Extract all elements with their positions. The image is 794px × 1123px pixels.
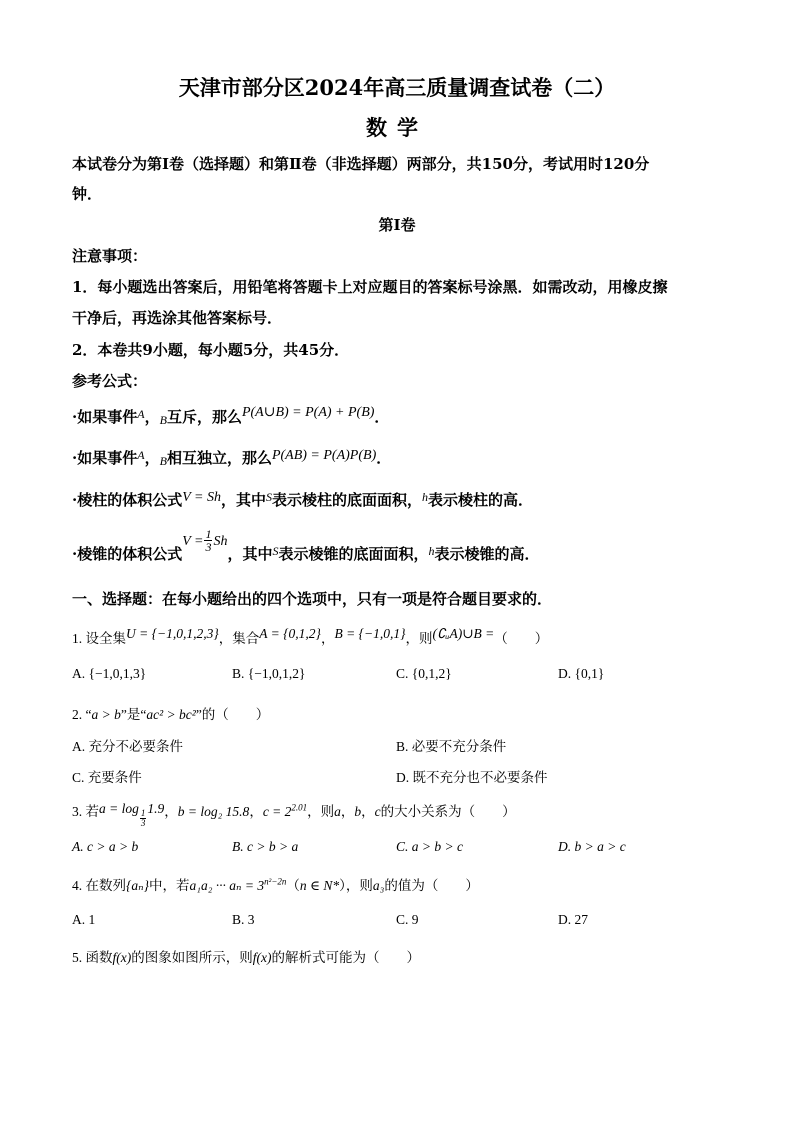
question-5-stem: 5. 函数f(x)的图象如图所示，则f(x)的解析式可能为（ ）	[72, 950, 420, 965]
question-3-option-d: D. b > a > c	[558, 839, 626, 854]
fraction-one-third: $\frac{1}{3}$	[205, 527, 212, 554]
formula-prism-expr: V = Sh	[182, 490, 221, 505]
question-2-option-b: B. 必要不充分条件	[396, 739, 507, 754]
formula-mutex: ·如果事件$^A$，B互斥，那么P(A∪B) = P(A) + P(B)．	[72, 405, 390, 427]
question-2-option-d: D. 既不充分也不必要条件	[396, 770, 548, 785]
question-3-option-c: C. a > b > c	[396, 839, 463, 854]
intro-line-1: 本试卷分为第Ⅰ卷（选择题）和第Ⅱ卷（非选择题）两部分，共150分，考试用时120分	[72, 155, 650, 173]
notice-1-line-1: 1．每小题选出答案后，用铅笔将答题卡上对应题目的答案标号涂黑．如需改动，用橡皮擦	[72, 278, 668, 296]
notice-heading: 注意事项：	[72, 247, 148, 265]
question-4-option-a: A. 1	[72, 912, 96, 927]
part-one-heading: 一、选择题：在每小题给出的四个选项中，只有一项是符合题目要求的．	[72, 590, 553, 608]
subject-title: 数学	[366, 115, 428, 140]
notice-2: 2．本卷共9小题，每小题5分，共45分．	[72, 341, 350, 359]
formula-pyramid-volume: ·棱锥的体积公式V = $\frac{1}{3}$ Sh，其中$_S$表示棱锥的底面面积，$_h$表示棱锥的高．	[72, 527, 540, 563]
question-1-stem: 1. 设全集U = {−1,0,1,2,3}，集合A = {0,1,2}，B = {−1,0,1}，则(∁ᵤA)∪B =（ ）	[72, 626, 549, 646]
question-4-option-d: D. 27	[558, 912, 588, 927]
formula-independent: ·如果事件$^A$，B相互独立，那么P(AB) = P(A)P(B)．	[72, 448, 392, 468]
question-4-option-b: B. 3	[232, 912, 255, 927]
formula-heading: 参考公式：	[72, 372, 148, 390]
exam-title: 天津市部分区2024年高三质量调查试卷（二）	[178, 75, 616, 100]
question-1-option-b: B. {−1,0,1,2}	[232, 666, 306, 681]
formula-independent-expr: P(AB) = P(A)P(B)	[271, 448, 377, 463]
formula-prism-volume: ·棱柱的体积公式V = Sh，其中$^S$表示棱柱的底面面积，$^h$表示棱柱的高．	[72, 490, 534, 509]
question-1-option-c: C. {0,1,2}	[396, 666, 452, 681]
question-2-option-a: A. 充分不必要条件	[72, 739, 183, 754]
question-4-stem: 4. 在数列{aₙ}中，若a₁a₂ ··· $a_n = 3^{n^2-2n}(n$ ∈ N*），则a₃的值为（ ）	[72, 876, 479, 893]
question-2-option-c: C. 充要条件	[72, 770, 142, 785]
intro-line-2: 钟．	[72, 185, 103, 203]
question-2-stem: 2. “a > b”是“ac² > bc²”的（ ）	[72, 707, 270, 722]
question-1-option-a: A. {−1,0,1,3}	[72, 666, 147, 681]
question-4-option-c: C. 9	[396, 912, 419, 927]
notice-1-line-2: 干净后，再选涂其他答案标号．	[72, 309, 283, 327]
question-3-option-b: B. c > b > a	[232, 839, 299, 854]
question-3-stem: 3. 若a = log $\frac{1}{3}$ 1.9，b = log₂ 15.8，$c = 2^{2.01}$，则a，b，c的大小关系为（ ）	[72, 801, 516, 828]
question-1-option-d: D. {0,1}	[558, 666, 605, 681]
section-heading: 第Ⅰ卷	[378, 216, 416, 234]
question-3-option-a: A. c > a > b	[72, 839, 139, 854]
formula-mutex-expr: P(A∪B) = P(A) + P(B)	[241, 405, 375, 420]
